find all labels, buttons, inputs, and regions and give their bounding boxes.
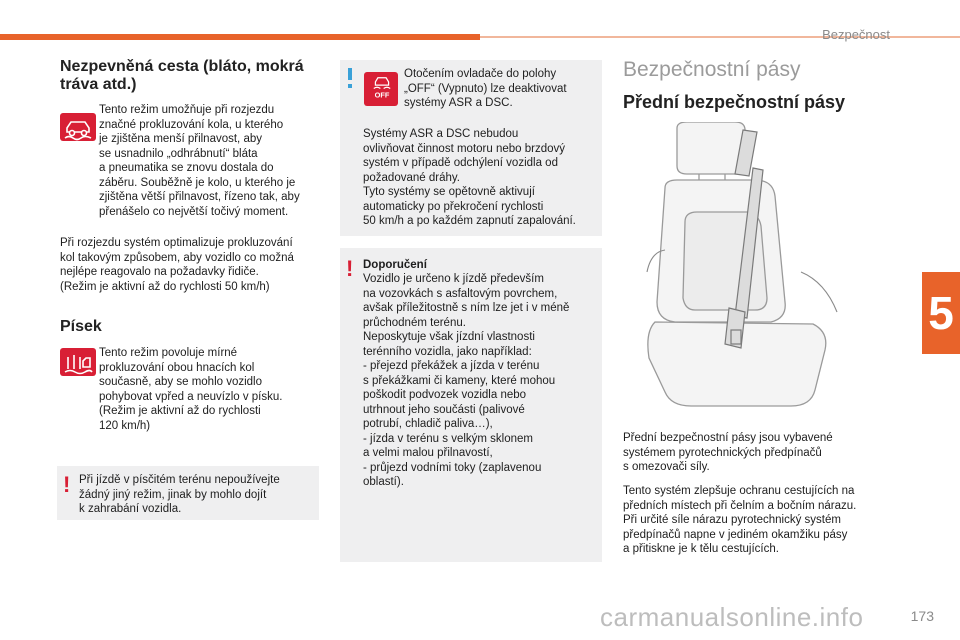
warning-exclamation-icon: !	[63, 472, 71, 497]
heading-sand: Písek	[60, 318, 102, 335]
asr-dsc-text: Systémy ASR a DSC nebudou ovlivňovat činnost motoru nebo brzdový systém v případě odchýlení vozidla od požadované dráhy. Tyto systémy se opětovně aktivují automaticky po překročení rychlosti 50 km/h a po každém zapnutí zapalování.	[363, 128, 576, 227]
svg-text:OFF: OFF	[374, 90, 390, 100]
mud-mode-icon	[60, 113, 96, 141]
watermark: carmanualsonline.info	[600, 602, 864, 632]
top-accent-rule	[0, 34, 480, 40]
page-number: 173	[910, 608, 934, 624]
recommendation-title: Doporučení	[363, 259, 427, 271]
sand-description: Tento režim povoluje mírné prokluzování obou hnacích kol současně, aby se mohlo vozidlo pohybovat vpřed a neuvízlo v písku. (Režim je aktivní až do rychlosti 120 km/h)	[99, 347, 283, 432]
off-intro-text: Otočením ovladače do polohy „OFF“ (Vypnuto) lze deaktivovat systémy ASR a DSC.	[404, 68, 567, 109]
recommendation-text: Vozidlo je určeno k jízdě především na vozovkách s asfaltovým povrchem, avšak příležitostně s ním lze jet i v méně průchodném terénu. Neposkytuje však jízdní vlastnosti terénního vozidla, jako například: - přejezd překážek a jízda v terénu s překážkami či kameny, které mohou poškodit podvozek vozidla nebo utrhnout jeho součásti (palivové potrubí, chladič paliva…), - jízda v terénu s velkým sklonem a velmi malou přilnavostí, - průjezd vodními toky (zaplavenou oblastí).	[363, 273, 570, 488]
info-icon	[348, 68, 352, 80]
section-heading: Přední bezpečnostní pásy	[623, 92, 846, 112]
belts-description: Přední bezpečnostní pásy jsou vybavené systémem pyrotechnických předpínačů s omezovači síly.	[623, 432, 833, 473]
heading-mud: Nezpevněná cesta (bláto, mokrá tráva atd.)	[60, 58, 304, 93]
section-title: Bezpečnost	[822, 27, 890, 42]
pretensioner-description: Tento systém zlepšuje ochranu cestujících na předních místech při čelním a bočním nárazu. Při určité síle nárazu pyrotechnický systém předpínačů napne v jediném okamžiku pásy a přitiskne je k tělu cestujících.	[623, 485, 857, 555]
sand-mode-icon	[60, 348, 96, 376]
info-icon-dot	[348, 84, 352, 88]
recommendation-exclamation-icon: !	[346, 256, 354, 281]
esp-off-icon	[364, 72, 398, 106]
chapter-tab: 5	[922, 272, 960, 354]
sand-warning-text: Při jízdě v písčitém terénu nepoužívejte žádný jiný režim, jinak by mohlo dojít k zahrabání vozidla.	[79, 474, 280, 515]
mud-description: Tento režim umožňuje při rozjezdu značné prokluzování kola, u kterého je zjištěna menší přilnavost, aby se usnadnilo „odhrábnutí“ bláta a pneumatika se znovu dostala do záběru. Souběžně je kolo, u kterého je zjištěna větší přilnavost, řízeno tak, aby přenášelo co největší točivý moment.	[99, 104, 300, 218]
seat-belt-illustration	[625, 122, 887, 416]
mud-optimization-text: Při rozjezdu systém optimalizuje prokluzování kol takovým způsobem, aby vozidlo co možná nejlépe reagovalo na požadavky řidiče. (Režim je aktivní až do rychlosti 50 km/h)	[60, 237, 294, 293]
page-title: Bezpečnostní pásy	[623, 58, 801, 81]
